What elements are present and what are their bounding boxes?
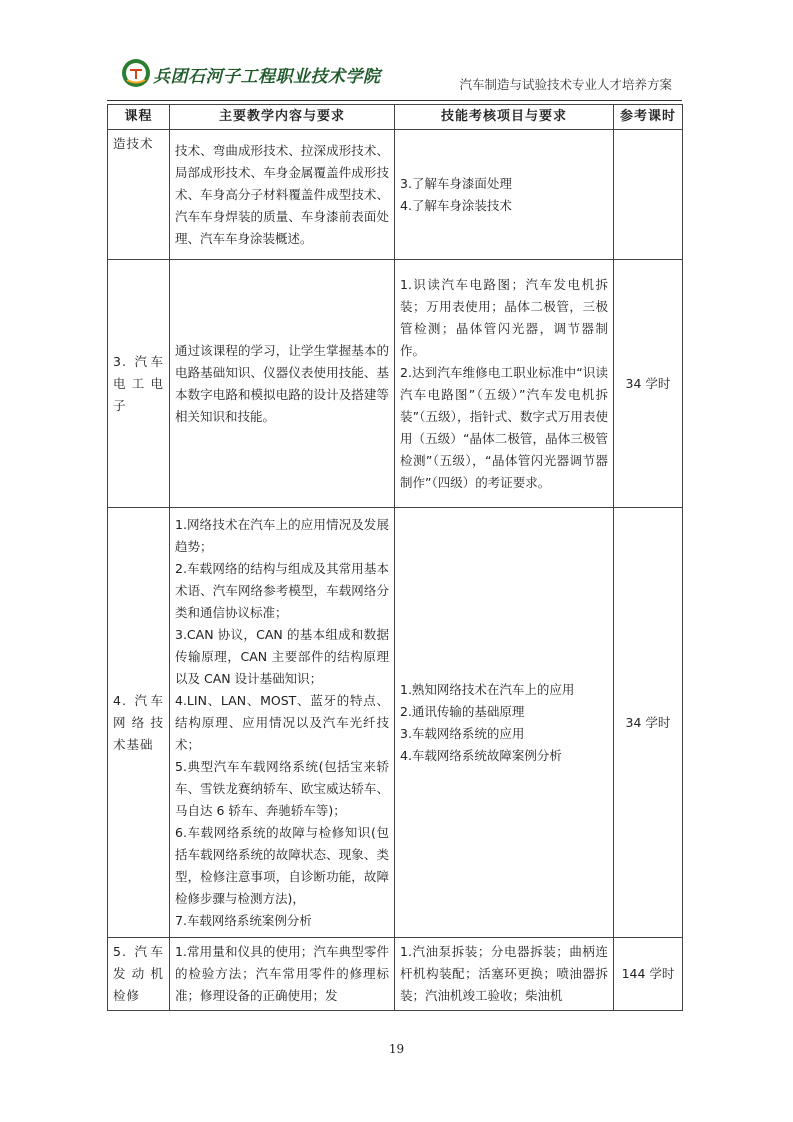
skill-requirements [395,938,614,1011]
teaching-content [170,938,395,1011]
column-header-content: 主要教学内容与要求 [170,105,395,130]
course-name: 造技术 [108,130,170,260]
content-line: 6.车载网络系统的故障与检修知识(包括车载网络系统的故障状态、现象、类型，检修注意事项，自诊断功能，故障检修步骤与检测方法)， [175,824,389,906]
table-row [108,130,683,260]
reference-hours: 34 学时 [614,508,683,938]
page-header [107,52,682,101]
content-line: 3.CAN 协议，CAN 的基本组成和数据传输原理，CAN 主要部件的结构原理以及 CAN 设计基础知识； [175,626,389,686]
column-header-hours: 参考课时 [614,105,683,130]
skill-line: 4.车载网络系统故障案例分析 [400,747,562,763]
content-line: 5.典型汽车车载网络系统(包括宝来轿车、雪铁龙赛纳轿车、欧宝威达轿车、马自达 6 轿车、奔驰轿车等)； [175,758,389,818]
teaching-content [170,260,395,508]
content-line: 1.网络技术在汽车上的应用情况及发展趋势； [175,516,389,554]
teaching-content [170,508,395,938]
skill-line: 1.识读汽车电路图；汽车发电机拆装；万用表使用；晶体二极管，三极管检测；晶体管闪光器，调节器制作。 [400,276,608,358]
skill-line: 3.了解车身漆面处理 [400,175,512,191]
skill-line: 4.了解车身涂装技术 [400,197,512,213]
course-name: 3. 汽车电工电子 [108,260,170,508]
content-line: 7.车载网络系统案例分析 [175,912,312,928]
skill-line: 1.汽油泵拆装；分电器拆装；曲柄连杆机构装配；活塞环更换；喷油器拆装；汽油机竣工验收；柴油机 [400,944,608,1003]
column-header-course: 课程 [108,105,170,130]
content-line: 技术、弯曲成形技术、拉深成形技术、局部成形技术、车身金属覆盖件成形技术、车身高分子材料覆盖件成型技术、汽车车身焊装的质量、车身漆前表面处理、汽车车身涂装概述。 [175,142,389,246]
reference-hours [614,130,683,260]
skill-line: 2.通讯传输的基础原理 [400,703,525,719]
table-row [108,508,683,938]
content-line: 4.LIN、LAN、MOST、蓝牙的特点、结构原理、应用情况以及汽车光纤技术； [175,692,389,752]
skill-requirements [395,508,614,938]
table-row [108,260,683,508]
page-number: 19 [388,1042,405,1056]
reference-hours: 34 学时 [614,260,683,508]
skill-requirements [395,260,614,508]
table-header-row [108,105,683,130]
skill-line: 3.车载网络系统的应用 [400,725,525,741]
skill-line: 1.熟知网络技术在汽车上的应用 [400,681,575,697]
column-header-skills: 技能考核项目与要求 [395,105,614,130]
course-name: 4. 汽车网络技术基础 [108,508,170,938]
content-line: 1.常用量和仪具的使用；汽车典型零件的检验方法；汽车常用零件的修理标准；修理设备的正确使用；发 [175,944,389,1003]
document-title: 汽车制造与试验技术专业人才培养方案 [459,77,672,92]
teaching-content [170,130,395,260]
content-line: 2.车载网络的结构与组成及其常用基本术语、汽车网络参考模型，车载网络分类和通信协议标准； [175,560,389,620]
content-line: 通过该课程的学习，让学生掌握基本的电路基础知识、仪器仪表使用技能、基本数字电路和模拟电路的设计及搭建等相关知识和技能。 [175,342,389,424]
curriculum-table [107,104,683,1011]
skill-requirements [395,130,614,260]
course-name: 5. 汽车发动机检修 [108,938,170,1011]
school-name: 兵团石河子工程职业技术学院 [153,67,381,87]
skill-line: 2.达到汽车维修电工职业标准中“识读汽车电路图”（五级）”汽车发电机拆装”（五级），指针式、数字式万用表使用（五级）“晶体二极管，晶体三极管检测”（五级），“晶体管闪光器调节器制作”（四级）的考证要求。 [400,364,608,490]
school-logo-icon [121,58,151,88]
reference-hours: 144 学时 [614,938,683,1011]
table-row [108,938,683,1011]
